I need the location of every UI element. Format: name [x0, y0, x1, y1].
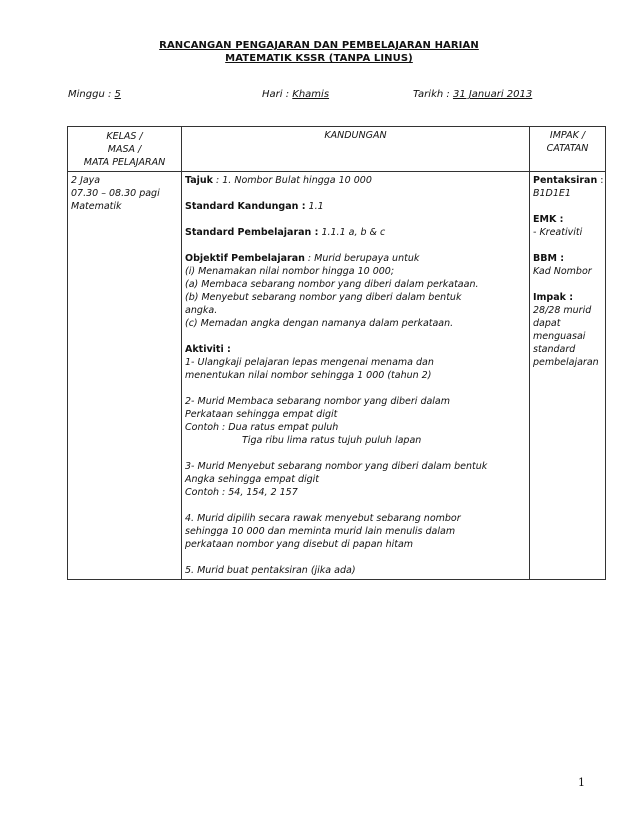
tajuk-value: : 1. Nombor Bulat hingga 10 000	[216, 175, 372, 186]
aktiviti-3-line: Contoh : 54, 154, 2 157	[185, 487, 298, 498]
aktiviti-1-line: 1- Ulangkaji pelajaran lepas mengenai menama dan	[185, 357, 434, 368]
standard-pembelajaran-line	[185, 226, 526, 239]
aktiviti-4-line: perkataan nombor yang disebut di papan hitam	[185, 539, 414, 550]
impak-value-line: pembelajaran	[533, 357, 599, 368]
table-header-row	[68, 127, 606, 172]
objektif-item: (b) Menyebut sebarang nombor yang diberi dalam bentuk	[185, 292, 462, 303]
objektif-item: angka.	[185, 305, 218, 316]
aktiviti-1-line: menentukan nilai nombor sehingga 1 000 (tahun 2)	[185, 370, 432, 381]
bbm-value: Kad Nombor	[533, 266, 592, 277]
impak-value-line: dapat	[533, 318, 561, 329]
pentaksiran-label: Pentaksiran	[533, 175, 598, 186]
aktiviti-2-line: Tiga ribu lima ratus tujuh puluh lapan	[242, 435, 422, 446]
aktiviti-3-line: 3- Murid Menyebut sebarang nombor yang diberi dalam bentuk	[185, 461, 488, 472]
aktiviti-2-line: Perkataan sehingga empat digit	[185, 409, 338, 420]
header-impak-catatan	[530, 127, 606, 172]
standard-kandungan-line	[185, 200, 526, 213]
aktiviti-2-line: Contoh : Dua ratus empat puluh	[185, 422, 339, 433]
masa-value: 07.30 – 08.30 pagi	[71, 188, 160, 199]
objektif-label: Objektif Pembelajaran	[185, 253, 305, 264]
bbm-label: BBM :	[533, 253, 565, 264]
lesson-plan-table	[67, 126, 606, 580]
emk-label: EMK :	[533, 214, 564, 225]
header-kandungan: KANDUNGAN	[182, 127, 530, 172]
objektif-value: : Murid berupaya untuk	[307, 253, 420, 264]
header-masa: MASA /	[107, 144, 142, 155]
objektif-item: (c) Memadan angka dengan namanya dalam perkataan.	[185, 318, 454, 329]
aktiviti-label: Aktiviti :	[185, 344, 231, 355]
header-kelas: KELAS /	[106, 131, 143, 142]
standard-kandungan-value: 1.1	[308, 201, 324, 212]
subject-value: Matematik	[71, 201, 122, 212]
standard-pembelajaran-value: 1.1.1 a, b & c	[321, 227, 386, 238]
impak-value-line: menguasai	[533, 331, 586, 342]
hari-value: Khamis	[292, 89, 330, 100]
objektif-item: (i) Menamakan nilai nombor hingga 10 000;	[185, 266, 395, 277]
standard-kandungan-label: Standard Kandungan :	[185, 201, 306, 212]
pentaksiran-value: B1D1E1	[533, 188, 571, 199]
tarikh-value: 31 Januari 2013	[452, 89, 533, 100]
minggu-field	[68, 89, 121, 100]
pentaksiran-colon: :	[597, 175, 604, 186]
kelas-value: 2 Jaya	[71, 175, 101, 186]
header-catatan: CATATAN	[546, 143, 589, 154]
objektif-item: (a) Membaca sebarang nombor yang diberi dalam perkataan.	[185, 279, 479, 290]
page-number: 1	[578, 776, 585, 789]
standard-pembelajaran-label: Standard Pembelajaran :	[185, 227, 319, 238]
emk-value: - Kreativiti	[533, 227, 583, 238]
table-body-row	[68, 172, 606, 580]
document-title-line2: MATEMATIK KSSR (TANPA LINUS)	[225, 53, 413, 64]
tajuk-label: Tajuk	[185, 175, 214, 186]
tarikh-label: Tarikh :	[413, 89, 450, 100]
tajuk-line	[185, 174, 526, 187]
impak-cell	[530, 172, 606, 580]
minggu-value: 5	[114, 89, 121, 100]
hari-field	[262, 89, 329, 100]
document-title-line1: RANCANGAN PENGAJARAN DAN PEMBELAJARAN HARIAN	[159, 40, 479, 51]
minggu-label: Minggu :	[68, 89, 112, 100]
impak-value-line: 28/28 murid	[533, 305, 592, 316]
kandungan-cell	[182, 172, 530, 580]
hari-label: Hari :	[262, 89, 290, 100]
impak-value-line: standard	[533, 344, 576, 355]
pentaksiran-line	[533, 174, 602, 187]
aktiviti-4-line: 4. Murid dipilih secara rawak menyebut sebarang nombor	[185, 513, 461, 524]
objektif-line	[185, 252, 526, 265]
aktiviti-2-line: 2- Murid Membaca sebarang nombor yang diberi dalam	[185, 396, 451, 407]
kelas-cell	[68, 172, 182, 580]
aktiviti-3-line: Angka sehingga empat digit	[185, 474, 320, 485]
impak-label: Impak :	[533, 292, 574, 303]
aktiviti-5-line: 5. Murid buat pentaksiran (jika ada)	[185, 565, 356, 576]
header-impak: IMPAK /	[549, 130, 586, 141]
header-kelas-masa	[68, 127, 182, 172]
header-mata-pelajaran: MATA PELAJARAN	[83, 157, 166, 168]
tarikh-field	[413, 89, 532, 100]
aktiviti-4-line: sehingga 10 000 dan meminta murid lain menulis dalam	[185, 526, 456, 537]
